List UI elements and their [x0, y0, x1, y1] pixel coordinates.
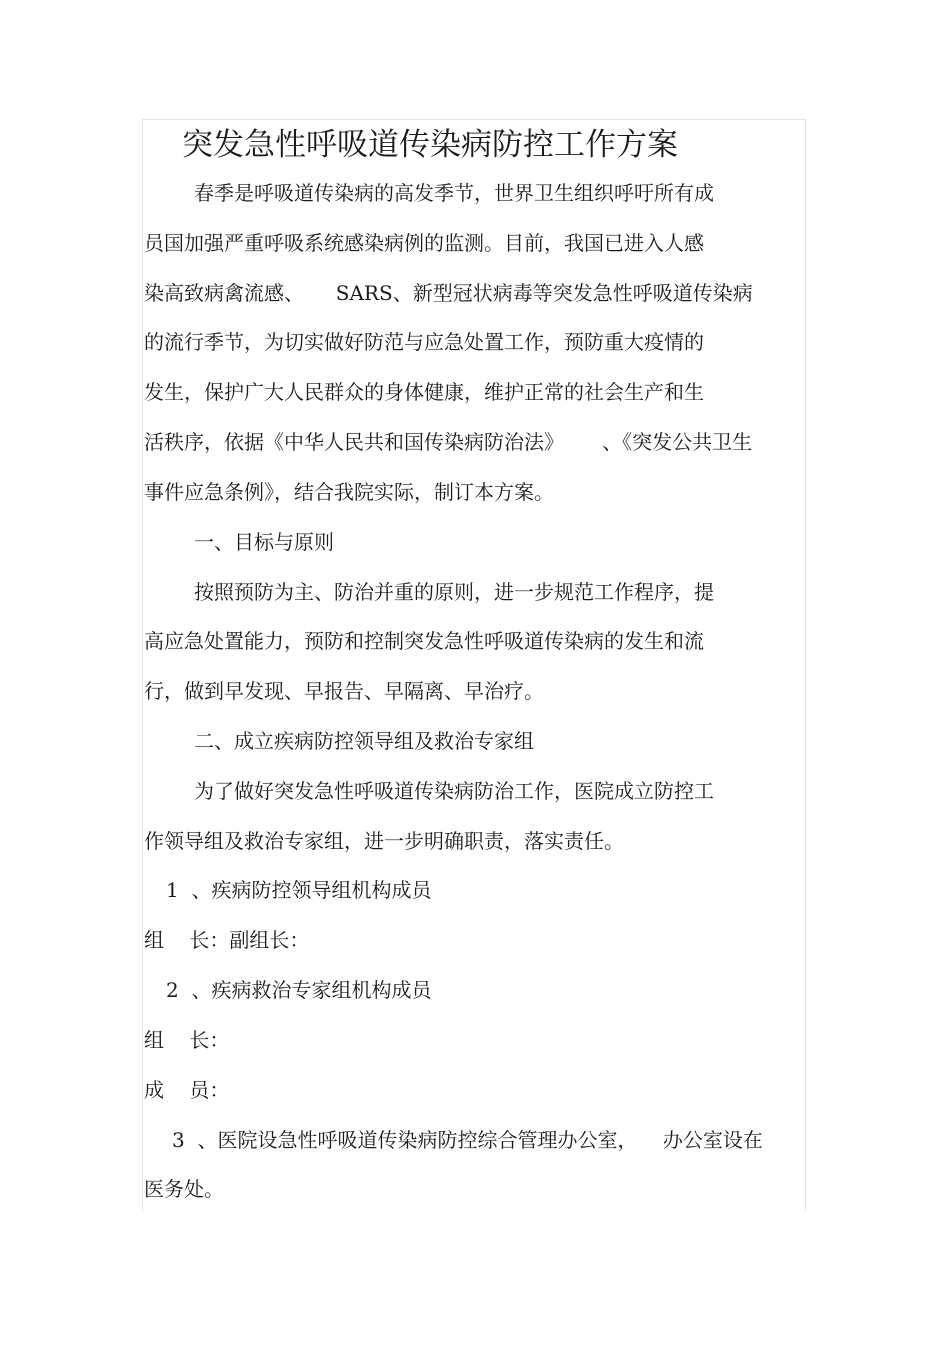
- list-item: 3 、医院设急性呼吸道传染病防控综合管理办公室， 办公室设在: [172, 1128, 763, 1152]
- list-item: 组 长：副组长：: [144, 928, 310, 952]
- list-item: 2 、疾病救治专家组机构成员: [166, 978, 432, 1002]
- paragraph-line: 行，做到早发现、早报告、早隔离、早治疗。: [144, 679, 544, 703]
- section-heading: 二、成立疾病防控领导组及救治专家组: [194, 729, 534, 753]
- paragraph-line: 春季是呼吸道传染病的高发季节，世界卫生组织呼吁所有成: [194, 181, 714, 205]
- paragraph-line: 为了做好突发急性呼吸道传染病防治工作，医院成立防控工: [194, 779, 714, 803]
- paragraph-line: 作领导组及救治专家组，进一步明确职责，落实责任。: [144, 829, 624, 853]
- paragraph-line: 事件应急条例》，结合我院实际，制订本方案。: [144, 480, 554, 504]
- paragraph-line: 染高致病禽流感、 SARS、新型冠状病毒等突发急性呼吸道传染病: [144, 281, 753, 305]
- paragraph-line: 高应急处置能力，预防和控制突发急性呼吸道传染病的发生和流: [144, 629, 704, 653]
- list-item: 医务处。: [144, 1177, 224, 1201]
- paragraph-line: 按照预防为主、防治并重的原则，进一步规范工作程序，提: [194, 580, 714, 604]
- list-item: 1 、疾病防控领导组机构成员: [166, 878, 432, 902]
- paragraph-line: 员国加强严重呼吸系统感染病例的监测。目前，我国已进入人感: [144, 231, 704, 255]
- section-heading: 一、目标与原则: [194, 530, 334, 554]
- document-title: 突发急性呼吸道传染病防控工作方案: [182, 127, 678, 163]
- list-item: 组 长：: [144, 1028, 230, 1052]
- paragraph-line: 的流行季节，为切实做好防范与应急处置工作，预防重大疫情的: [144, 330, 704, 354]
- paragraph-line: 发生，保护广大人民群众的身体健康，维护正常的社会生产和生: [144, 380, 704, 404]
- list-item: 成 员：: [144, 1078, 230, 1102]
- paragraph-line: 活秩序，依据《中华人民共和国传染病防治法》 、《突发公共卫生: [144, 430, 753, 454]
